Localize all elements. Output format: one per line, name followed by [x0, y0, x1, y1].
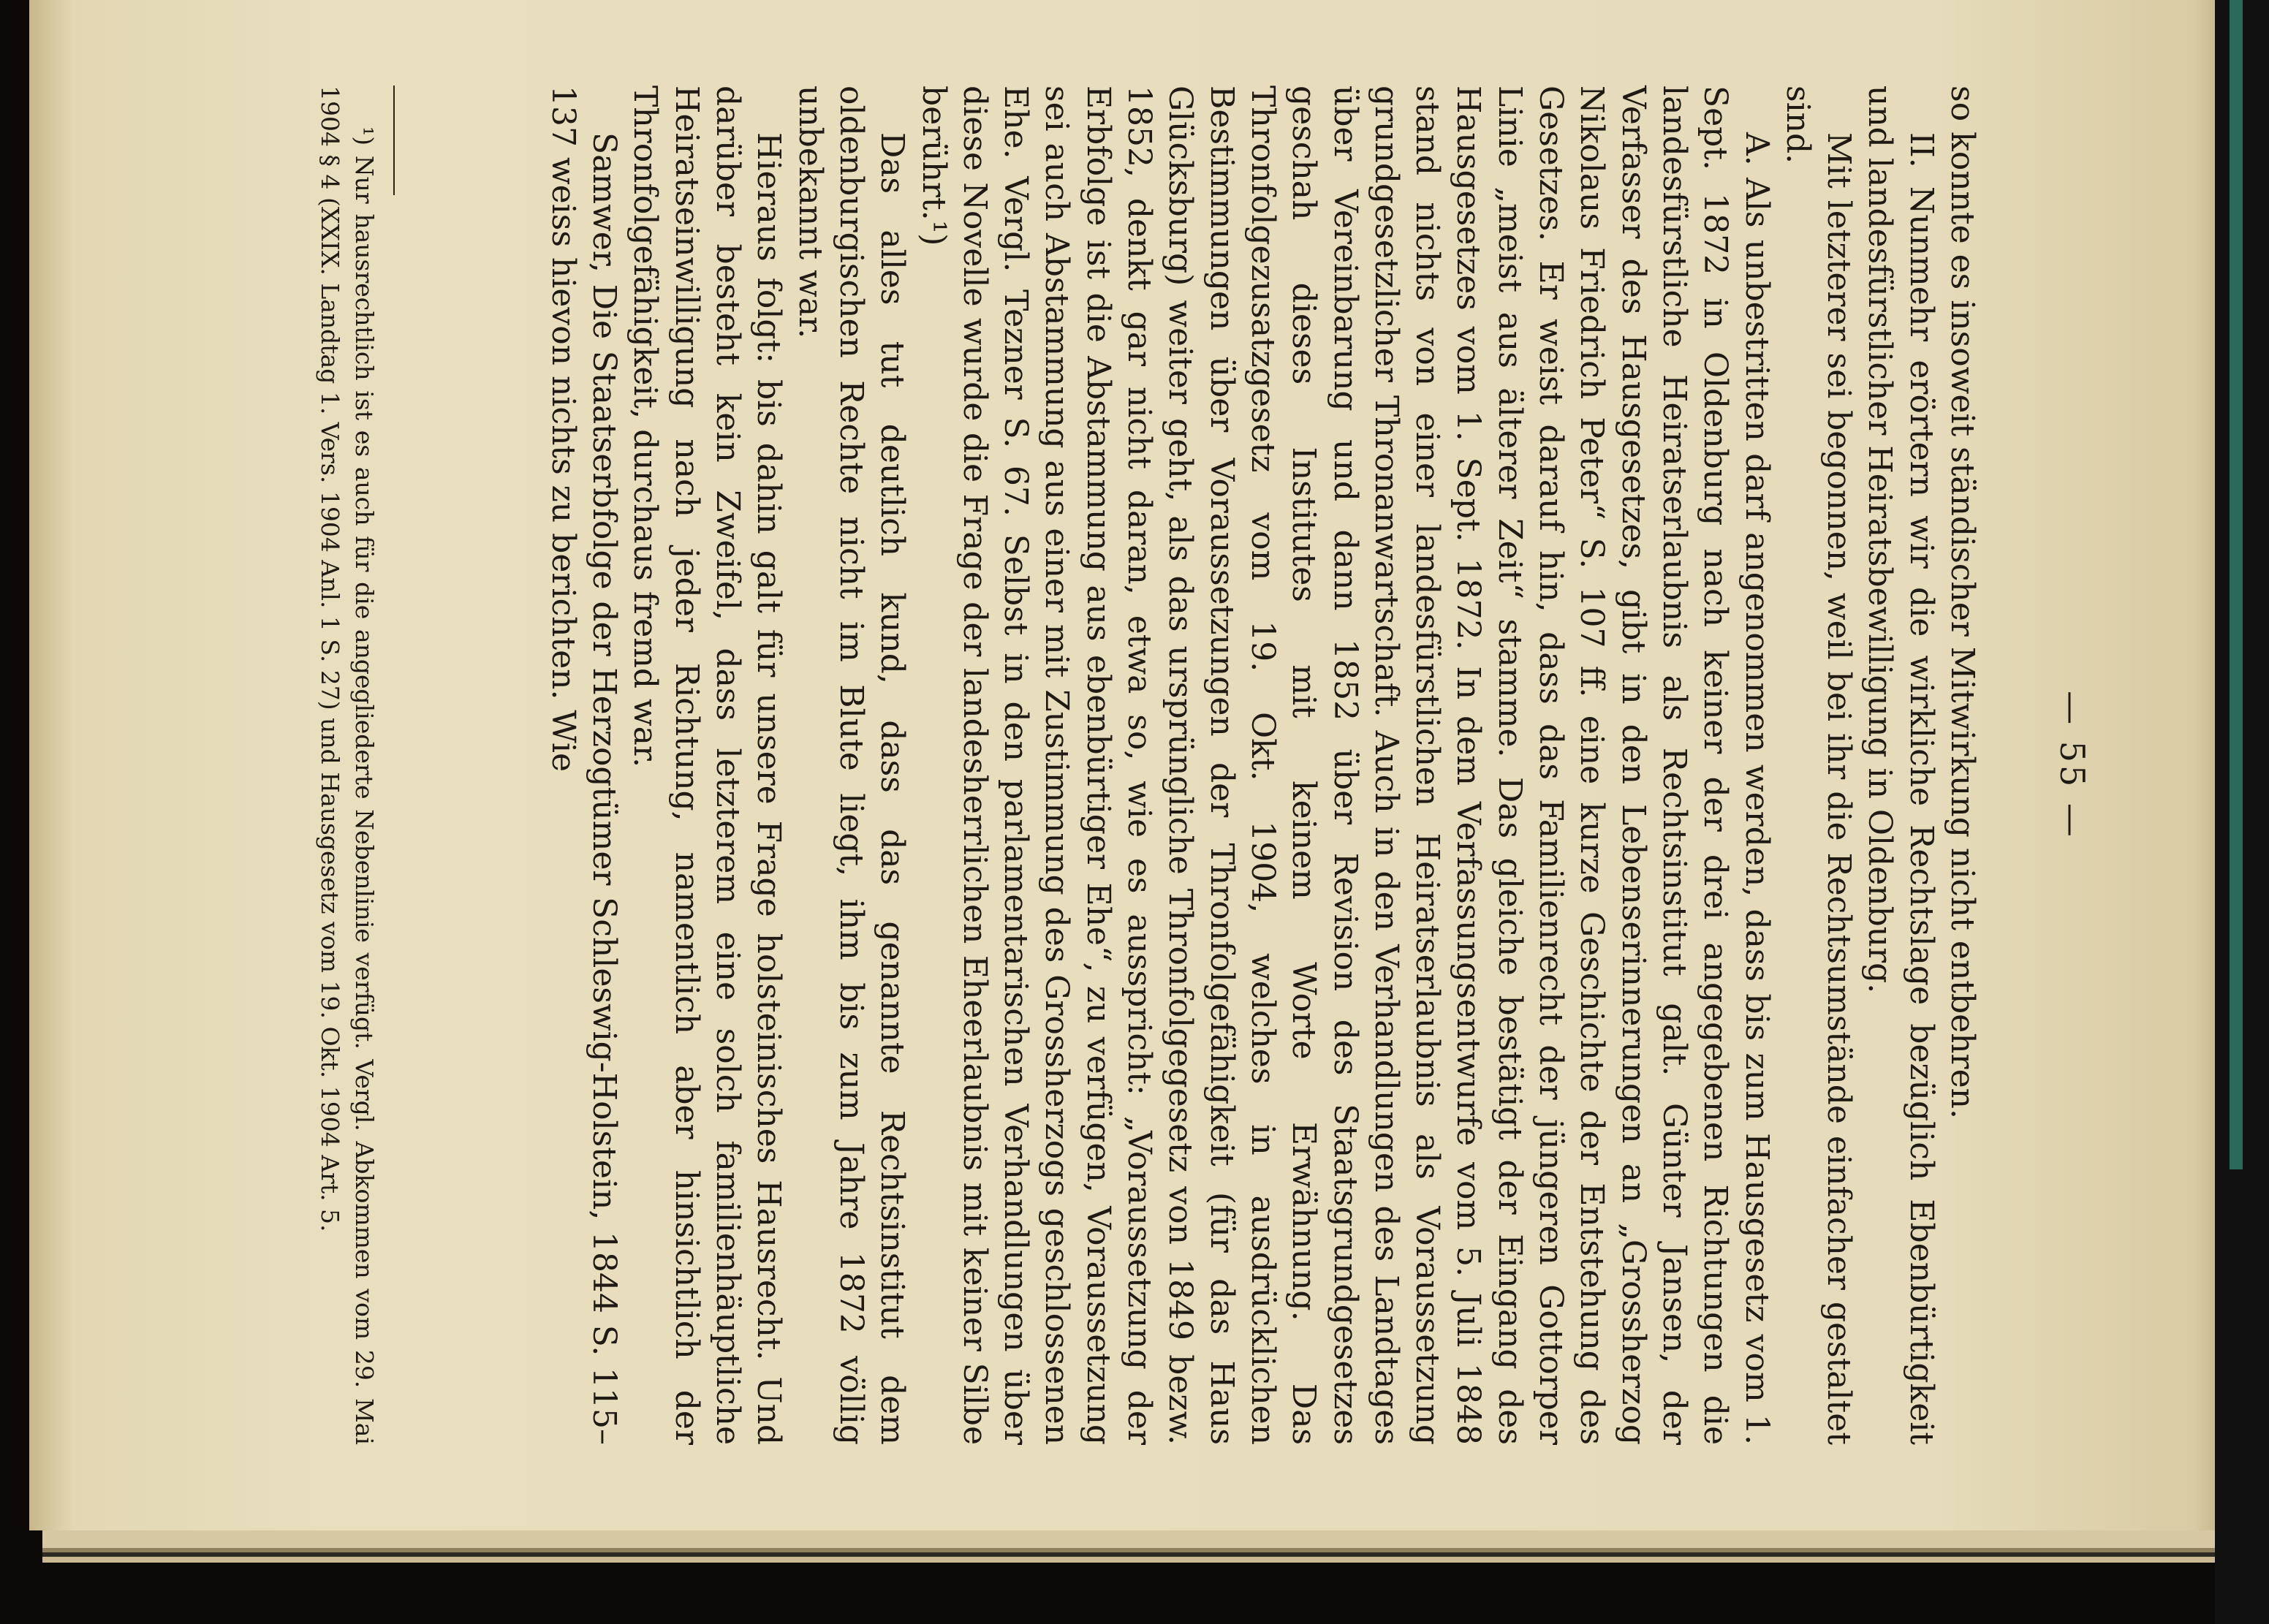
footnotes [313, 86, 382, 1445]
paragraph: Samwer, Die Staatserbfolge der Herzogtümer Schleswig-Holstein, 1844 S. 115–137 weiss hievon nichts zu berichten. Wie [544, 86, 624, 1445]
body-text [542, 86, 1982, 1445]
book-page [29, 0, 2231, 1530]
paragraph: II. Nunmehr erörtern wir die wirkliche Rechtslage bezüglich Ebenbürtigkeit und landesfürstlicher Heiratsbewilligung in Oldenburg. [1861, 86, 1940, 1445]
paragraph: Das alles tut deutlich kund, dass das genannte Rechtsinstitut dem oldenburgischen Rechte nicht im Blute liegt, ihm bis zum Jahre 1872 völlig unbekannt war. [791, 86, 912, 1445]
paragraph: Hieraus folgt: bis dahin galt für unsere Frage holsteinisches Hausrecht. Und darüber besteht kein Zweifel, dass letzterem eine solch familienhäuptliche Heiratseinwilligung nach jeder Richtung, namentlich aber hinsichtlich der Thronfolgefähigkeit, durchaus fremd war. [626, 86, 788, 1445]
paragraph: A. Als unbestritten darf angenommen werden, dass bis zum Hausgesetz vom 1. Sept. 1872 in Oldenburg nach keiner der drei angegebenen Richtungen die landesfürstliche Heiratserlaubnis als Rechtsinstitut galt. Günter Jansen, der Verfasser des Hausgesetzes, gibt in den Lebenserinnerungen an „Grossherzog Nikolaus Friedrich Peter“ S. 107 ff. eine kurze Geschichte der Entstehung des Gesetzes. Er weist darauf hin, dass das Familienrecht der jüngeren Gottorper Linie „meist aus älterer Zeit“ stamme. Das gleiche bestätigt der Eingang des Hausgesetzes vom 1. Sept. 1872. In dem Verfassungsentwurfe vom 5. Juli 1848 stand nichts von einer landesfürstlichen Heiratserlaubnis als Voraussetzung grundgesetzlicher Thronanwartschaft. Auch in den Verhandlungen des Landtages über Vereinbarung und dann 1852 über Revision des Staatsgrundgesetzes geschah dieses Institutes mit keinem Worte Erwähnung. Das Thronfolgezusatzgesetz vom 19. Okt. 1904, welches in ausdrücklichen Bestimmungen über Voraussetzungen der Thronfolgefähigkeit (für das Haus Glücksburg) weiter geht, als das ursprüngliche Thronfolgegesetz von 1849 bezw. 1852, denkt gar nicht daran, etwa so, wie es ausspricht: „Voraussetzung der Erbfolge ist die Abstammung aus ebenbürtiger Ehe“, zu verfügen, Voraussetzung sei auch Abstammung aus einer mit Zustimmung des Grossherzogs geschlossenen Ehe. Vergl. Tezner S. 67. Selbst in den parlamentarischen Verhandlungen über diese Novelle wurde die Frage der landesherrlichen Eheerlaubnis mit keiner Silbe berührt.¹) [914, 86, 1776, 1445]
footnote: ¹) Nur hausrechtlich ist es auch für die angegliederte Nebenlinie verfügt. Vergl. Abkommen vom 29. Mai 1904 § 4 (XXIX. Landtag 1. Vers. 1904 Anl. 1 S. 27) und Hausgesetz vom 19. Okt. 1904 Art. 5. [316, 86, 379, 1445]
page-number: — 55 — [2053, 691, 2092, 840]
paragraph: Mit letzterer sei begonnen, weil bei ihr die Rechtsumstände einfacher gestaltet sind. [1779, 86, 1858, 1445]
footnote-divider [393, 86, 395, 195]
paragraph: so konnte es insoweit ständischer Mitwirkung nicht entbehren. [1944, 86, 1981, 1119]
page-text-block [235, 86, 2092, 1445]
bookmark-ribbon [2230, 0, 2243, 1169]
